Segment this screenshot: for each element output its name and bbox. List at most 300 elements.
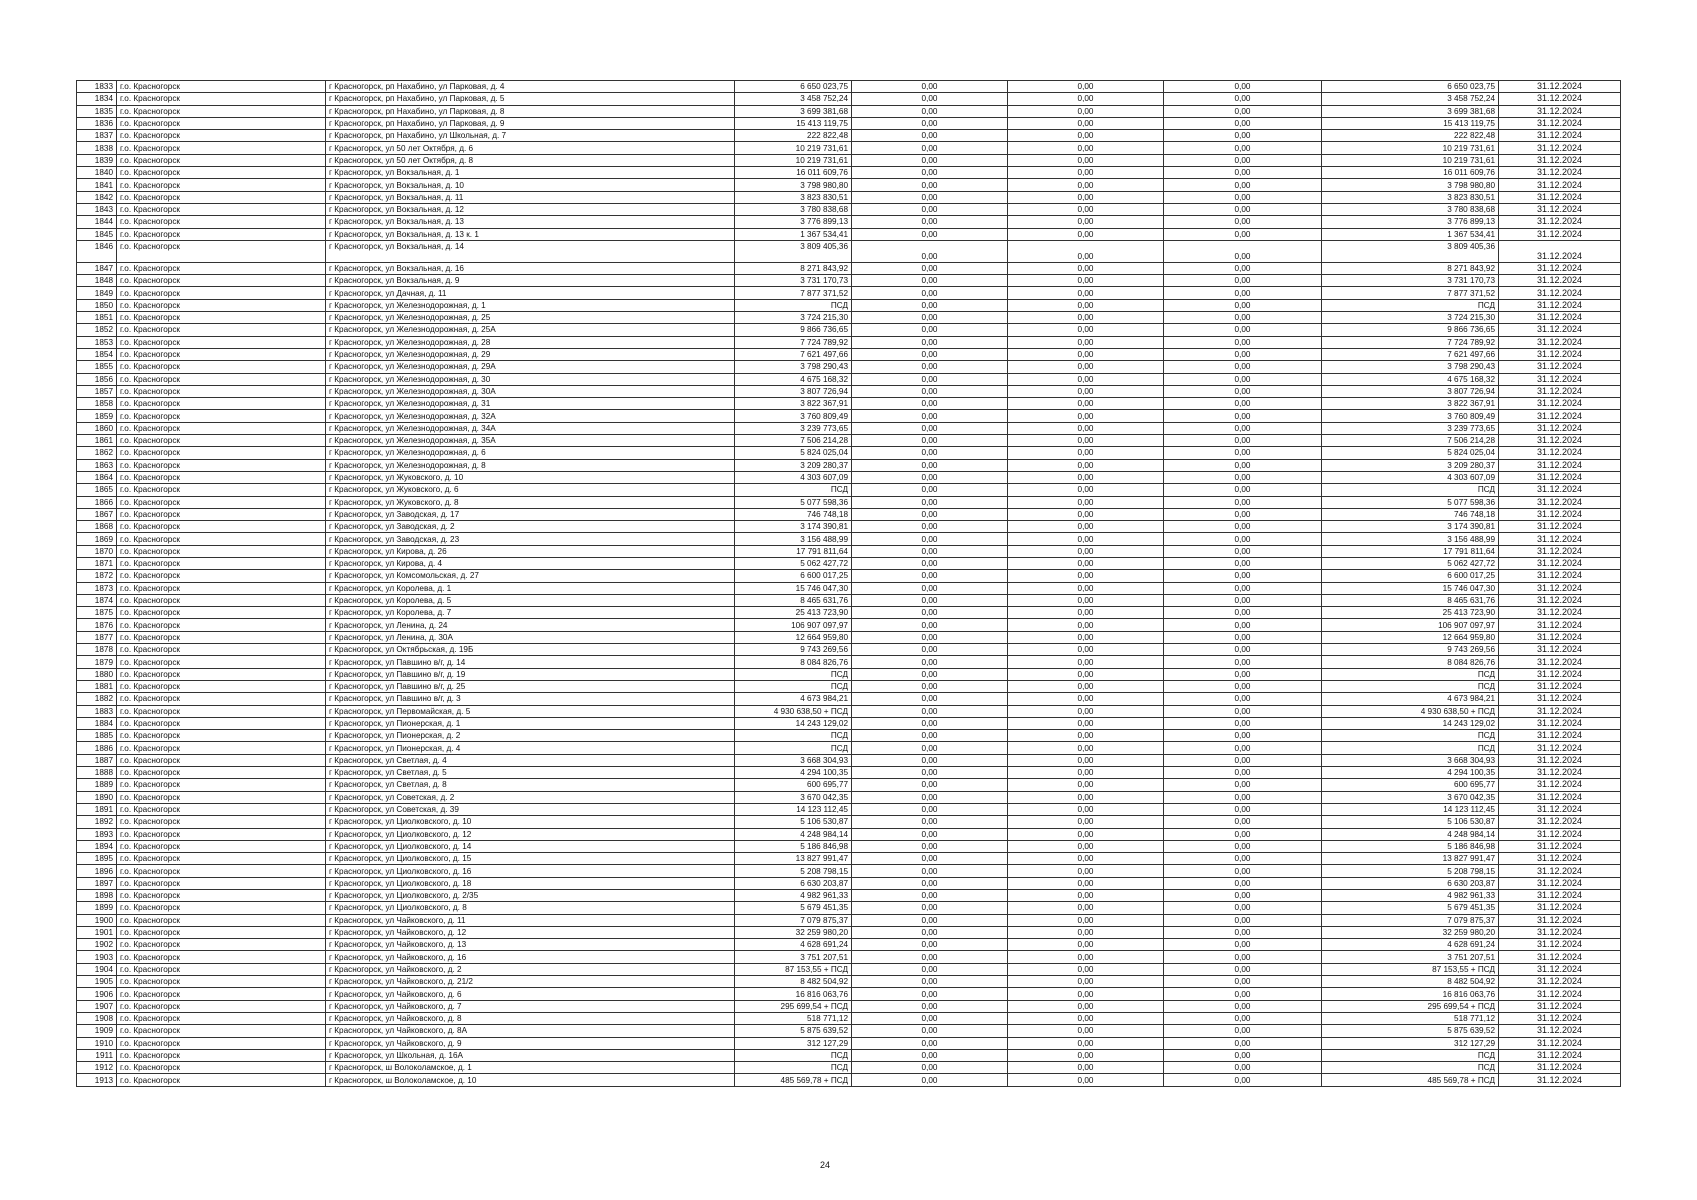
zero-cell-1: 0,00	[852, 435, 1008, 447]
municipality-cell: г.о. Красногорск	[117, 656, 326, 668]
zero-cell-2: 0,00	[1008, 963, 1164, 975]
date-cell: 31.12.2024	[1499, 484, 1621, 496]
zero-cell-2: 0,00	[1008, 203, 1164, 215]
row-number-cell: 1904	[77, 963, 117, 975]
zero-cell-3: 0,00	[1164, 754, 1322, 766]
address-cell: г Красногорск, ул Вокзальная, д. 1	[326, 167, 735, 179]
zero-cell-2: 0,00	[1008, 154, 1164, 166]
zero-cell-1: 0,00	[852, 668, 1008, 680]
amount-cell: 7 724 789,92	[735, 336, 852, 348]
municipality-cell: г.о. Красногорск	[117, 631, 326, 643]
date-cell: 31.12.2024	[1499, 1037, 1621, 1049]
table-row	[77, 557, 1621, 569]
zero-cell-1: 0,00	[852, 1049, 1008, 1061]
row-number-cell: 1900	[77, 914, 117, 926]
date-cell: 31.12.2024	[1499, 167, 1621, 179]
municipality-cell: г.о. Красногорск	[117, 361, 326, 373]
table-row	[77, 410, 1621, 422]
zero-cell-1: 0,00	[852, 385, 1008, 397]
municipality-cell: г.о. Красногорск	[117, 803, 326, 815]
date-cell: 31.12.2024	[1499, 348, 1621, 360]
zero-cell-3: 0,00	[1164, 668, 1322, 680]
amount-cell: ПСД	[735, 730, 852, 742]
municipality-cell: г.о. Красногорск	[117, 81, 326, 93]
address-cell: г Красногорск, ул Чайковского, д. 6	[326, 988, 735, 1000]
zero-cell-1: 0,00	[852, 976, 1008, 988]
zero-cell-3: 0,00	[1164, 594, 1322, 606]
total-cell: 4 294 100,35	[1322, 767, 1499, 779]
zero-cell-1: 0,00	[852, 348, 1008, 360]
amount-cell: ПСД	[735, 484, 852, 496]
municipality-cell: г.о. Красногорск	[117, 1062, 326, 1074]
total-cell: 746 748,18	[1322, 508, 1499, 520]
zero-cell-2: 0,00	[1008, 262, 1164, 274]
municipality-cell: г.о. Красногорск	[117, 693, 326, 705]
address-cell: г Красногорск, ул Железнодорожная, д. 31	[326, 398, 735, 410]
amount-cell: 5 186 846,98	[735, 840, 852, 852]
total-cell: 4 248 984,14	[1322, 828, 1499, 840]
total-cell: 3 798 980,80	[1322, 179, 1499, 191]
row-number-cell: 1912	[77, 1062, 117, 1074]
date-cell: 31.12.2024	[1499, 570, 1621, 582]
address-cell: г Красногорск, ул Чайковского, д. 21/2	[326, 976, 735, 988]
table-row	[77, 644, 1621, 656]
table-row	[77, 951, 1621, 963]
municipality-cell: г.о. Красногорск	[117, 240, 326, 262]
row-number-cell: 1846	[77, 240, 117, 262]
amount-cell: 12 664 959,80	[735, 631, 852, 643]
amount-cell: 5 875 639,52	[735, 1025, 852, 1037]
date-cell: 31.12.2024	[1499, 767, 1621, 779]
zero-cell-3: 0,00	[1164, 803, 1322, 815]
zero-cell-2: 0,00	[1008, 951, 1164, 963]
address-cell: г Красногорск, ул Королева, д. 7	[326, 607, 735, 619]
table-row	[77, 216, 1621, 228]
address-cell: г Красногорск, ул Чайковского, д. 13	[326, 939, 735, 951]
zero-cell-1: 0,00	[852, 93, 1008, 105]
zero-cell-2: 0,00	[1008, 607, 1164, 619]
zero-cell-1: 0,00	[852, 312, 1008, 324]
amount-cell: ПСД	[735, 1049, 852, 1061]
municipality-cell: г.о. Красногорск	[117, 767, 326, 779]
zero-cell-1: 0,00	[852, 1037, 1008, 1049]
address-cell: г Красногорск, ул Вокзальная, д. 10	[326, 179, 735, 191]
date-cell: 31.12.2024	[1499, 216, 1621, 228]
amount-cell: 3 174 390,81	[735, 521, 852, 533]
zero-cell-1: 0,00	[852, 484, 1008, 496]
address-cell: г Красногорск, ул Ленина, д. 30А	[326, 631, 735, 643]
address-cell: г Красногорск, ул Железнодорожная, д. 1	[326, 299, 735, 311]
address-cell: г Красногорск, рп Нахабино, ул Парковая, д. 5	[326, 93, 735, 105]
amount-cell: 10 219 731,61	[735, 154, 852, 166]
zero-cell-2: 0,00	[1008, 410, 1164, 422]
municipality-cell: г.о. Красногорск	[117, 275, 326, 287]
total-cell: 5 106 530,87	[1322, 816, 1499, 828]
total-cell: 5 186 846,98	[1322, 840, 1499, 852]
total-cell: 485 569,78 + ПСД	[1322, 1074, 1499, 1086]
total-cell: 5 062 427,72	[1322, 557, 1499, 569]
date-cell: 31.12.2024	[1499, 299, 1621, 311]
zero-cell-3: 0,00	[1164, 926, 1322, 938]
address-cell: г Красногорск, ул Циолковского, д. 10	[326, 816, 735, 828]
municipality-cell: г.о. Красногорск	[117, 791, 326, 803]
zero-cell-2: 0,00	[1008, 742, 1164, 754]
table-row	[77, 348, 1621, 360]
zero-cell-3: 0,00	[1164, 228, 1322, 240]
date-cell: 31.12.2024	[1499, 582, 1621, 594]
zero-cell-3: 0,00	[1164, 717, 1322, 729]
zero-cell-1: 0,00	[852, 705, 1008, 717]
municipality-cell: г.о. Красногорск	[117, 348, 326, 360]
amount-cell: 4 248 984,14	[735, 828, 852, 840]
total-cell: 518 771,12	[1322, 1012, 1499, 1024]
municipality-cell: г.о. Красногорск	[117, 570, 326, 582]
municipality-cell: г.о. Красногорск	[117, 705, 326, 717]
amount-cell: ПСД	[735, 299, 852, 311]
zero-cell-3: 0,00	[1164, 631, 1322, 643]
address-cell: г Красногорск, ул Железнодорожная, д. 30	[326, 373, 735, 385]
address-cell: г Красногорск, ул Ленина, д. 24	[326, 619, 735, 631]
total-cell: 6 650 023,75	[1322, 81, 1499, 93]
zero-cell-2: 0,00	[1008, 348, 1164, 360]
table-row	[77, 963, 1621, 975]
zero-cell-2: 0,00	[1008, 1012, 1164, 1024]
table-row	[77, 668, 1621, 680]
table-row	[77, 312, 1621, 324]
address-cell: г Красногорск, ул Чайковского, д. 7	[326, 1000, 735, 1012]
zero-cell-3: 0,00	[1164, 840, 1322, 852]
zero-cell-1: 0,00	[852, 951, 1008, 963]
zero-cell-2: 0,00	[1008, 779, 1164, 791]
table-row	[77, 228, 1621, 240]
total-cell: 7 506 214,28	[1322, 435, 1499, 447]
municipality-cell: г.о. Красногорск	[117, 902, 326, 914]
zero-cell-3: 0,00	[1164, 154, 1322, 166]
amount-cell: 25 413 723,90	[735, 607, 852, 619]
row-number-cell: 1855	[77, 361, 117, 373]
date-cell: 31.12.2024	[1499, 656, 1621, 668]
municipality-cell: г.о. Красногорск	[117, 1025, 326, 1037]
date-cell: 31.12.2024	[1499, 287, 1621, 299]
municipality-cell: г.о. Красногорск	[117, 422, 326, 434]
row-number-cell: 1884	[77, 717, 117, 729]
row-number-cell: 1849	[77, 287, 117, 299]
row-number-cell: 1847	[77, 262, 117, 274]
table-row	[77, 117, 1621, 129]
table-row	[77, 840, 1621, 852]
table-row	[77, 373, 1621, 385]
zero-cell-2: 0,00	[1008, 484, 1164, 496]
table-body	[77, 81, 1621, 1087]
amount-cell: 3 807 726,94	[735, 385, 852, 397]
total-cell: 1 367 534,41	[1322, 228, 1499, 240]
total-cell: 3 458 752,24	[1322, 93, 1499, 105]
address-cell: г Красногорск, ул Циолковского, д. 14	[326, 840, 735, 852]
zero-cell-1: 0,00	[852, 865, 1008, 877]
zero-cell-1: 0,00	[852, 582, 1008, 594]
zero-cell-1: 0,00	[852, 840, 1008, 852]
amount-cell: 7 079 875,37	[735, 914, 852, 926]
row-number-cell: 1903	[77, 951, 117, 963]
address-cell: г Красногорск, ул Железнодорожная, д. 34А	[326, 422, 735, 434]
total-cell: 32 259 980,20	[1322, 926, 1499, 938]
table-row	[77, 570, 1621, 582]
table-row	[77, 167, 1621, 179]
zero-cell-2: 0,00	[1008, 631, 1164, 643]
zero-cell-2: 0,00	[1008, 644, 1164, 656]
row-number-cell: 1883	[77, 705, 117, 717]
municipality-cell: г.о. Красногорск	[117, 939, 326, 951]
zero-cell-2: 0,00	[1008, 914, 1164, 926]
zero-cell-2: 0,00	[1008, 840, 1164, 852]
zero-cell-3: 0,00	[1164, 312, 1322, 324]
address-cell: г Красногорск, ул Железнодорожная, д. 35А	[326, 435, 735, 447]
zero-cell-3: 0,00	[1164, 484, 1322, 496]
table-row	[77, 902, 1621, 914]
table-row	[77, 1000, 1621, 1012]
row-number-cell: 1874	[77, 594, 117, 606]
zero-cell-1: 0,00	[852, 914, 1008, 926]
zero-cell-3: 0,00	[1164, 324, 1322, 336]
row-number-cell: 1837	[77, 130, 117, 142]
zero-cell-3: 0,00	[1164, 179, 1322, 191]
municipality-cell: г.о. Красногорск	[117, 1074, 326, 1086]
zero-cell-2: 0,00	[1008, 693, 1164, 705]
row-number-cell: 1843	[77, 203, 117, 215]
municipality-cell: г.о. Красногорск	[117, 216, 326, 228]
total-cell: 3 776 899,13	[1322, 216, 1499, 228]
amount-cell: 600 695,77	[735, 779, 852, 791]
amount-cell: 4 628 691,24	[735, 939, 852, 951]
row-number-cell: 1889	[77, 779, 117, 791]
zero-cell-3: 0,00	[1164, 240, 1322, 262]
address-cell: г Красногорск, ул Школьная, д. 16А	[326, 1049, 735, 1061]
zero-cell-1: 0,00	[852, 167, 1008, 179]
table-row	[77, 705, 1621, 717]
row-number-cell: 1906	[77, 988, 117, 1000]
table-row	[77, 976, 1621, 988]
address-cell: г Красногорск, ул Павшино в/г, д. 19	[326, 668, 735, 680]
date-cell: 31.12.2024	[1499, 902, 1621, 914]
municipality-cell: г.о. Красногорск	[117, 398, 326, 410]
table-row	[77, 203, 1621, 215]
zero-cell-3: 0,00	[1164, 1049, 1322, 1061]
municipality-cell: г.о. Красногорск	[117, 435, 326, 447]
row-number-cell: 1835	[77, 105, 117, 117]
table-row	[77, 890, 1621, 902]
date-cell: 31.12.2024	[1499, 865, 1621, 877]
municipality-cell: г.о. Красногорск	[117, 1037, 326, 1049]
amount-cell: 5 062 427,72	[735, 557, 852, 569]
zero-cell-2: 0,00	[1008, 1037, 1164, 1049]
total-cell: 12 664 959,80	[1322, 631, 1499, 643]
address-cell: г Красногорск, ул Советская, д. 39	[326, 803, 735, 815]
total-cell: 5 679 451,35	[1322, 902, 1499, 914]
amount-cell: 4 982 961,33	[735, 890, 852, 902]
table-row	[77, 1037, 1621, 1049]
total-cell: 4 628 691,24	[1322, 939, 1499, 951]
table-row	[77, 1062, 1621, 1074]
zero-cell-2: 0,00	[1008, 422, 1164, 434]
amount-cell: 4 303 607,09	[735, 471, 852, 483]
address-cell: г Красногорск, ул Железнодорожная, д. 29	[326, 348, 735, 360]
total-cell: 17 791 811,64	[1322, 545, 1499, 557]
table-row	[77, 508, 1621, 520]
municipality-cell: г.о. Красногорск	[117, 262, 326, 274]
row-number-cell: 1851	[77, 312, 117, 324]
address-cell: г Красногорск, ул Железнодорожная, д. 8	[326, 459, 735, 471]
date-cell: 31.12.2024	[1499, 877, 1621, 889]
row-number-cell: 1850	[77, 299, 117, 311]
zero-cell-1: 0,00	[852, 1012, 1008, 1024]
address-cell: г Красногорск, ул Дачная, д. 11	[326, 287, 735, 299]
address-cell: г Красногорск, ул Жуковского, д. 6	[326, 484, 735, 496]
date-cell: 31.12.2024	[1499, 607, 1621, 619]
total-cell: ПСД	[1322, 1049, 1499, 1061]
table-row	[77, 130, 1621, 142]
address-cell: г Красногорск, ул Чайковского, д. 9	[326, 1037, 735, 1049]
total-cell: 7 724 789,92	[1322, 336, 1499, 348]
amount-cell: 3 458 752,24	[735, 93, 852, 105]
amount-cell: 5 077 598,36	[735, 496, 852, 508]
municipality-cell: г.о. Красногорск	[117, 93, 326, 105]
zero-cell-1: 0,00	[852, 336, 1008, 348]
address-cell: г Красногорск, ул Чайковского, д. 8	[326, 1012, 735, 1024]
zero-cell-3: 0,00	[1164, 508, 1322, 520]
municipality-cell: г.о. Красногорск	[117, 410, 326, 422]
zero-cell-3: 0,00	[1164, 963, 1322, 975]
zero-cell-2: 0,00	[1008, 287, 1164, 299]
zero-cell-3: 0,00	[1164, 348, 1322, 360]
zero-cell-1: 0,00	[852, 557, 1008, 569]
zero-cell-3: 0,00	[1164, 299, 1322, 311]
row-number-cell: 1840	[77, 167, 117, 179]
zero-cell-2: 0,00	[1008, 816, 1164, 828]
date-cell: 31.12.2024	[1499, 717, 1621, 729]
zero-cell-3: 0,00	[1164, 545, 1322, 557]
amount-cell: 3 731 170,73	[735, 275, 852, 287]
total-cell: 8 482 504,92	[1322, 976, 1499, 988]
municipality-cell: г.о. Красногорск	[117, 607, 326, 619]
date-cell: 31.12.2024	[1499, 779, 1621, 791]
row-number-cell: 1899	[77, 902, 117, 914]
amount-cell: 9 866 736,65	[735, 324, 852, 336]
municipality-cell: г.о. Красногорск	[117, 779, 326, 791]
municipality-cell: г.о. Красногорск	[117, 385, 326, 397]
date-cell: 31.12.2024	[1499, 963, 1621, 975]
total-cell: 87 153,55 + ПСД	[1322, 963, 1499, 975]
zero-cell-2: 0,00	[1008, 791, 1164, 803]
table-row	[77, 926, 1621, 938]
zero-cell-1: 0,00	[852, 791, 1008, 803]
zero-cell-3: 0,00	[1164, 791, 1322, 803]
total-cell: 3 809 405,36	[1322, 240, 1499, 262]
date-cell: 31.12.2024	[1499, 619, 1621, 631]
amount-cell: 3 699 381,68	[735, 105, 852, 117]
zero-cell-1: 0,00	[852, 373, 1008, 385]
row-number-cell: 1902	[77, 939, 117, 951]
zero-cell-2: 0,00	[1008, 767, 1164, 779]
date-cell: 31.12.2024	[1499, 644, 1621, 656]
table-row	[77, 142, 1621, 154]
table-row	[77, 1012, 1621, 1024]
date-cell: 31.12.2024	[1499, 203, 1621, 215]
amount-cell: ПСД	[735, 1062, 852, 1074]
zero-cell-3: 0,00	[1164, 1074, 1322, 1086]
date-cell: 31.12.2024	[1499, 240, 1621, 262]
table-row	[77, 779, 1621, 791]
row-number-cell: 1867	[77, 508, 117, 520]
row-number-cell: 1859	[77, 410, 117, 422]
date-cell: 31.12.2024	[1499, 521, 1621, 533]
date-cell: 31.12.2024	[1499, 191, 1621, 203]
table-row	[77, 754, 1621, 766]
total-cell: 14 243 129,02	[1322, 717, 1499, 729]
row-number-cell: 1907	[77, 1000, 117, 1012]
date-cell: 31.12.2024	[1499, 976, 1621, 988]
total-cell: 9 866 736,65	[1322, 324, 1499, 336]
total-cell: 4 303 607,09	[1322, 471, 1499, 483]
zero-cell-3: 0,00	[1164, 521, 1322, 533]
date-cell: 31.12.2024	[1499, 422, 1621, 434]
address-cell: г Красногорск, ул Железнодорожная, д. 25	[326, 312, 735, 324]
table-row	[77, 179, 1621, 191]
address-cell: г Красногорск, ш Волоколамское, д. 10	[326, 1074, 735, 1086]
municipality-cell: г.о. Красногорск	[117, 459, 326, 471]
amount-cell: 1 367 534,41	[735, 228, 852, 240]
zero-cell-3: 0,00	[1164, 656, 1322, 668]
date-cell: 31.12.2024	[1499, 545, 1621, 557]
amount-cell: 5 208 798,15	[735, 865, 852, 877]
total-cell: 3 780 838,68	[1322, 203, 1499, 215]
date-cell: 31.12.2024	[1499, 951, 1621, 963]
zero-cell-3: 0,00	[1164, 557, 1322, 569]
amount-cell: 295 699,54 + ПСД	[735, 1000, 852, 1012]
zero-cell-1: 0,00	[852, 533, 1008, 545]
date-cell: 31.12.2024	[1499, 262, 1621, 274]
zero-cell-3: 0,00	[1164, 203, 1322, 215]
date-cell: 31.12.2024	[1499, 471, 1621, 483]
zero-cell-3: 0,00	[1164, 644, 1322, 656]
address-cell: г Красногорск, ул Павшино в/г, д. 25	[326, 680, 735, 692]
total-cell: 3 724 215,30	[1322, 312, 1499, 324]
zero-cell-1: 0,00	[852, 324, 1008, 336]
amount-cell: 6 650 023,75	[735, 81, 852, 93]
zero-cell-2: 0,00	[1008, 717, 1164, 729]
row-number-cell: 1882	[77, 693, 117, 705]
row-number-cell: 1881	[77, 680, 117, 692]
table-row	[77, 521, 1621, 533]
zero-cell-3: 0,00	[1164, 582, 1322, 594]
date-cell: 31.12.2024	[1499, 336, 1621, 348]
amount-cell: 15 746 047,30	[735, 582, 852, 594]
row-number-cell: 1891	[77, 803, 117, 815]
zero-cell-1: 0,00	[852, 988, 1008, 1000]
row-number-cell: 1866	[77, 496, 117, 508]
table-row	[77, 1074, 1621, 1086]
amount-cell: 14 243 129,02	[735, 717, 852, 729]
zero-cell-2: 0,00	[1008, 216, 1164, 228]
table-row	[77, 680, 1621, 692]
table-row	[77, 865, 1621, 877]
municipality-cell: г.о. Красногорск	[117, 299, 326, 311]
zero-cell-1: 0,00	[852, 1062, 1008, 1074]
table-row	[77, 336, 1621, 348]
zero-cell-1: 0,00	[852, 570, 1008, 582]
zero-cell-2: 0,00	[1008, 385, 1164, 397]
date-cell: 31.12.2024	[1499, 791, 1621, 803]
total-cell: 15 746 047,30	[1322, 582, 1499, 594]
